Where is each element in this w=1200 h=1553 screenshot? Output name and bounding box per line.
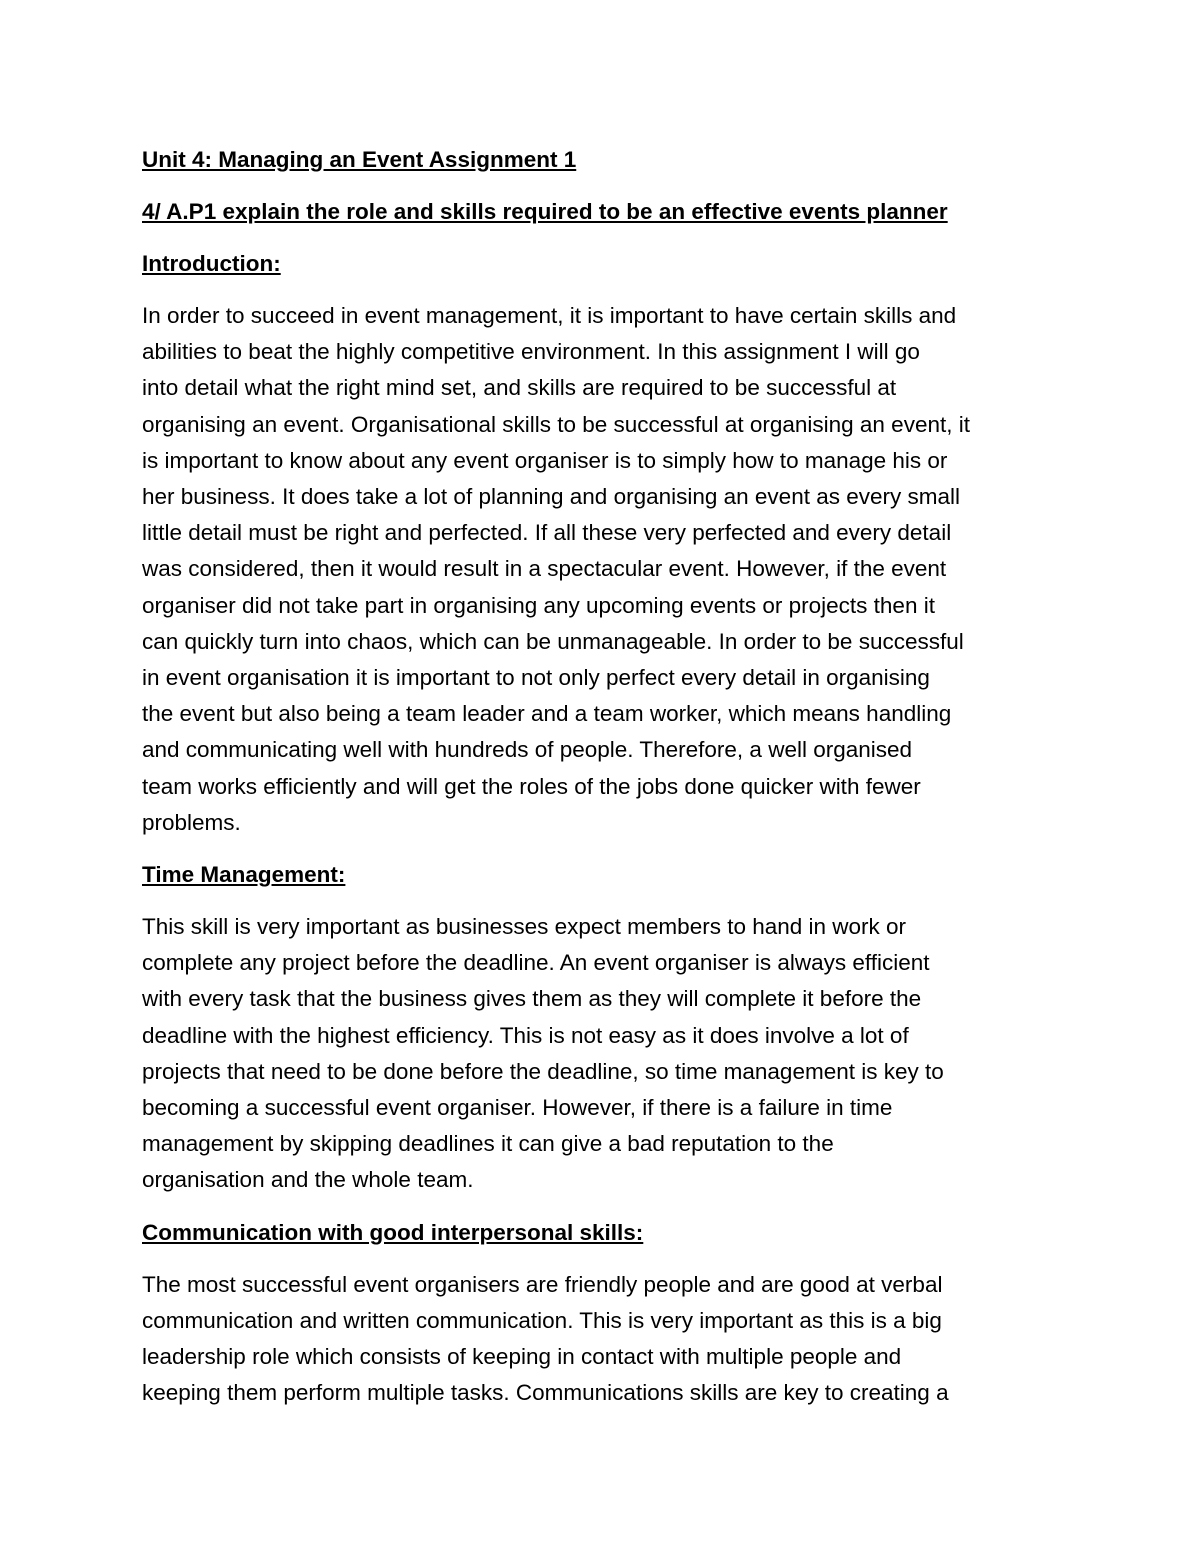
- text-line: The most successful event organisers are friendly people and are good at verbal: [142, 1271, 943, 1297]
- paragraph-introduction: [142, 298, 1062, 841]
- text-line: projects that need to be done before the deadline, so time management is key to: [142, 1058, 944, 1084]
- text-line: keeping them perform multiple tasks. Communications skills are key to creating a: [142, 1380, 949, 1406]
- text-line: the event but also being a team leader and a team worker, which means handling: [142, 701, 952, 727]
- text-line: This skill is very important as businesses expect members to hand in work or: [142, 914, 907, 940]
- text-line: deadline with the highest efficiency. This is not easy as it does involve a lot of: [142, 1022, 909, 1048]
- text-line: team works efficiently and will get the roles of the jobs done quicker with fewer: [142, 773, 921, 799]
- text-line: is important to know about any event organiser is to simply how to manage his or: [142, 447, 948, 473]
- text-line: can quickly turn into chaos, which can be unmanageable. In order to be successful: [142, 628, 964, 654]
- text-line: management by skipping deadlines it can give a bad reputation to the: [142, 1131, 834, 1157]
- text-line: in event organisation it is important to not only perfect every detail in organising: [142, 665, 930, 691]
- text-line: little detail must be right and perfected. If all these very perfected and every detail: [142, 520, 952, 546]
- text-line: In order to succeed in event management, it is important to have certain skills and: [142, 303, 957, 328]
- paragraph-time-management: [142, 909, 1062, 1199]
- text-line: communication and written communication. This is very important as this is a big: [142, 1307, 942, 1333]
- text-line: problems.: [142, 809, 241, 835]
- text-line: was considered, then it would result in a spectacular event. However, if the event: [142, 556, 947, 582]
- document-body: [142, 142, 1062, 1427]
- text-line: organisation and the whole team.: [142, 1167, 474, 1193]
- text-line: becoming a successful event organiser. However, if there is a failure in time: [142, 1095, 893, 1121]
- text-line: with every task that the business gives them as they will complete it before the: [142, 986, 922, 1012]
- text-line: into detail what the right mind set, and skills are required to be successful at: [142, 375, 897, 401]
- text-line: organising an event. Organisational skills to be successful at organising an event, it: [142, 411, 970, 437]
- section-heading-introduction: Introduction:: [142, 251, 281, 276]
- section-heading-communication: Communication with good interpersonal skills:: [142, 1219, 644, 1245]
- text-line: organiser did not take part in organising any upcoming events or projects then it: [142, 592, 935, 618]
- text-line: and communicating well with hundreds of people. Therefore, a well organised: [142, 737, 913, 763]
- paragraph-communication: [142, 1267, 1062, 1412]
- task-heading: 4/ A.P1 explain the role and skills required to be an effective events planner: [142, 199, 948, 224]
- document-title: Unit 4: Managing an Event Assignment 1: [142, 147, 577, 172]
- text-line: her business. It does take a lot of planning and organising an event as every small: [142, 484, 960, 510]
- text-line: abilities to beat the highly competitive environment. In this assignment I will go: [142, 339, 920, 365]
- text-line: complete any project before the deadline. An event organiser is always efficient: [142, 950, 930, 976]
- section-heading-time-management: Time Management:: [142, 862, 346, 888]
- text-line: leadership role which consists of keeping in contact with multiple people and: [142, 1344, 902, 1370]
